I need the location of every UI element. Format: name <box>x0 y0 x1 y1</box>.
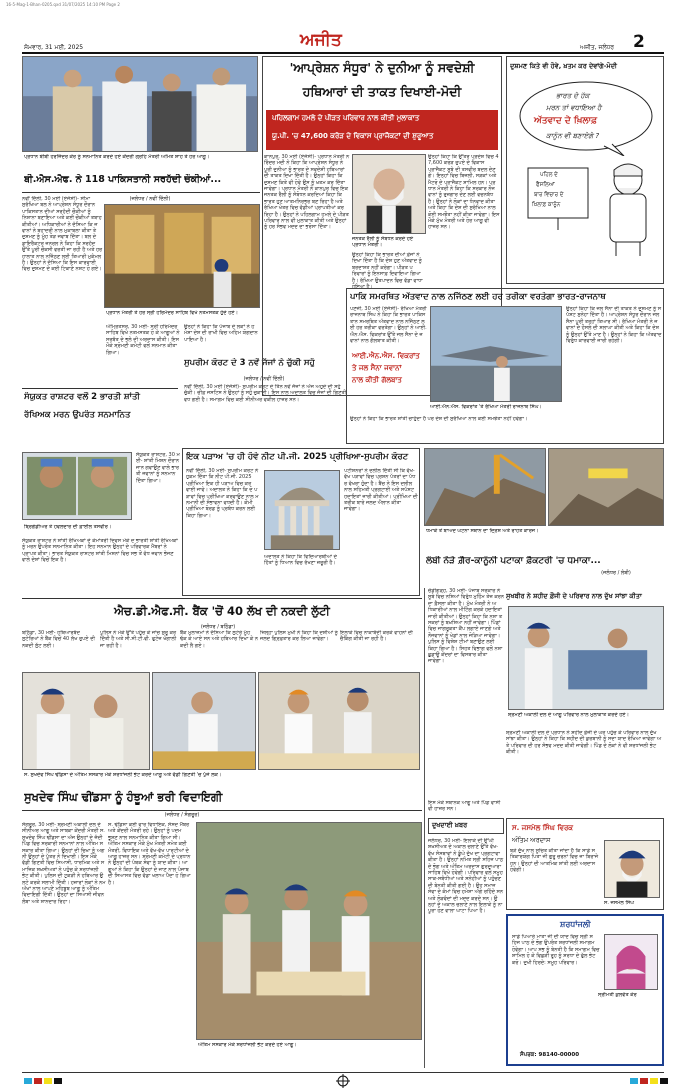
right-col-divider <box>424 588 425 1068</box>
golden-temple-photo <box>104 204 260 308</box>
bank-headline: ਐਚ.ਡੀ.ਐਫ.ਸੀ. ਬੈਂਕ 'ਚੋਂ 40 ਲੱਖ ਦੀ ਨਕਦੀ ਲੁੱਟੀ <box>114 604 330 618</box>
bank-col4-text: ਜ਼ਿਲ੍ਹਾ ਪੁਲਿਸ ਮੁਖੀ ਨੇ ਕਿਹਾ ਕਿ ਦੋਸ਼ੀਆਂ ਨੂੰ ਜਲਦ ਗ੍ਰਿਫ਼ਤਾਰ ਕਰ ਲਿਆ ਜਾਵੇਗਾ। <box>260 630 338 643</box>
bsf-dateline: (ਜਲੰਧਰ / ਨਵੀਂ ਦਿੱਲੀ) <box>120 196 180 202</box>
funeral-top-caption: ਸ. ਸੁਖਦੇਵ ਸਿੰਘ ਢੀਂਡਸਾ ਦੇ ਅੰਤਿਮ ਸਸਕਾਰ ਮੌਕੇ ਸ਼ਰਧਾਂਜਲੀ ਭੇਟ ਕਰਦੇ ਆਗੂ ਅਤੇ ਵੱਡੀ ਗਿਣਤੀ 'ਚ ਪੁੱਜੇ ਲੋਕ। <box>24 772 222 778</box>
un-body-text: ਸੰਯੁਕਤ ਰਾਸ਼ਟਰ ਨੇ ਸ਼ਾਂਤੀ ਰੱਖਿਅਕਾਂ ਦੇ ਕੌਮਾਂਤਰੀ ਦਿਵਸ ਮੌਕੇ ਦੋ ਭਾਰਤੀ ਸ਼ਾਂਤੀ ਰੱਖਿਅਕਾਂ ਨੂੰ ਮਰਨ ਉਪਰੰਤ ਸਨਮਾਨਿਤ ਕੀਤਾ। ਇਹ ਸਨਮਾਨ ਉਨ੍ਹਾਂ ਦੇ ਪਰਿਵਾਰਕ ਮੈਂਬਰਾਂ ਨੇ ਪ੍ਰਾਪਤ ਕੀਤਾ। ਭਾਰਤ ਸੰਯੁਕਤ ਰਾਸ਼ਟਰ ਸ਼ਾਂਤੀ ਮਿਸ਼ਨਾਂ ਵਿਚ ਸਭ ਤੋਂ ਵੱਧ ਜਵਾਨ ਭੇਜਣ ਵਾਲੇ ਦੇਸ਼ਾਂ ਵਿਚੋਂ ਇਕ ਹੈ। <box>22 538 178 564</box>
bsf-headline: ਬੀ.ਐਸ.ਐਫ. ਨੇ 118 ਪਾਕਿਸਤਾਨੀ ਸਰਹੱਦੀ ਚੌਕੀਆਂ... <box>24 174 222 185</box>
left-col3-text: ਉਨ੍ਹਾਂ ਨੇ ਕਿਹਾ ਕਿ ਪੰਜਾਬ ਦੇ ਲੋਕਾਂ ਨੇ ਹਮੇਸ਼ਾ ਦੇਸ਼ ਦੀ ਰਾਖੀ ਵਿਚ ਅਹਿਮ ਯੋਗਦਾਨ ਪਾਇਆ ਹੈ। <box>184 324 258 343</box>
blast-photo-2 <box>548 448 664 526</box>
modi-photo <box>352 154 426 234</box>
funeral-bottom-photo <box>196 822 422 1040</box>
bubble-line-3: ਅੱਤਵਾਦ ਦੇ ਖ਼ਿਲਾਫ਼ <box>534 116 598 126</box>
cartoon-character <box>596 158 660 258</box>
edition-label: ਅਜੀਤ, ਜਲੰਧਰ <box>580 44 615 51</box>
dateline-date: ਸੋਮਵਾਰ, 31 ਮਈ, 2025 <box>24 44 84 51</box>
obituary-photo <box>604 840 660 898</box>
right-narrow-text-1: ਚੰਡੀਗੜ੍ਹ, 30 ਮਈ- ਪੰਜਾਬ ਸਰਕਾਰ ਨੇ ਸੂਬੇ ਵਿਚ ਨਸ਼ਿਆਂ ਵਿਰੁੱਧ ਮੁਹਿੰਮ ਤੇਜ਼ ਕਰਨ ਦਾ ਫ਼ੈਸਲਾ ਕੀਤਾ ਹੈ। ਮੁੱਖ ਮੰਤਰੀ ਨੇ ਅਧਿਕਾਰੀਆਂ ਨਾਲ ਮੀਟਿੰਗ ਕਰਕੇ ਹਦਾਇਤਾਂ ਜਾਰੀ ਕੀਤੀਆਂ। ਉਨ੍ਹਾਂ ਕਿਹਾ ਕਿ ਨਸ਼ਾ ਤਸਕਰਾਂ ਨੂੰ ਬਖ਼ਸ਼ਿਆ ਨਹੀਂ ਜਾਵੇਗਾ। ਪਿੰਡਾਂ ਵਿਚ ਜਾਗਰੂਕਤਾ ਕੈਂਪ ਲਗਾਏ ਜਾਣਗੇ ਅਤੇ ਨੌਜਵਾਨਾਂ ਨੂੰ ਖੇਡਾਂ ਨਾਲ ਜੋੜਿਆ ਜਾਵੇਗਾ। ਪੁਲਿਸ ਨੂੰ ਵਿਸ਼ੇਸ਼ ਟੀਮਾਂ ਬਣਾਉਣ ਲਈ ਕਿਹਾ ਗਿਆ ਹੈ। ਸਿਹਤ ਵਿਭਾਗ ਵਲੋਂ ਨਸ਼ਾ ਛੁਡਾਊ ਕੇਂਦਰਾਂ ਦਾ ਵਿਸਥਾਰ ਕੀਤਾ ਜਾਵੇਗਾ। <box>428 588 504 665</box>
funeral-col2-text: ਸ. ਢੀਂਡਸਾ ਕਈ ਵਾਰ ਵਿਧਾਇਕ, ਸੰਸਦ ਮੈਂਬਰ ਅਤੇ ਕੇਂਦਰੀ ਮੰਤਰੀ ਰਹੇ। ਉਨ੍ਹਾਂ ਨੂੰ ਪਦਮ ਭੂਸ਼ਣ ਨਾਲ ਸਨਮਾਨਿਤ ਕੀਤਾ ਗਿਆ ਸੀ। ਅੰਤਿਮ ਸਸਕਾਰ ਮੌਕੇ ਮੁੱਖ ਮੰਤਰੀ ਸਮੇਤ ਕਈ ਮੰਤਰੀ, ਵਿਧਾਇਕ ਅਤੇ ਵੱਖ-ਵੱਖ ਪਾਰਟੀਆਂ ਦੇ ਆਗੂ ਹਾਜ਼ਰ ਸਨ। ਸ਼੍ਰੋਮਣੀ ਕਮੇਟੀ ਦੇ ਪ੍ਰਧਾਨ ਨੇ ਉਨ੍ਹਾਂ ਦੀ ਪੰਥਕ ਸੇਵਾ ਨੂੰ ਯਾਦ ਕੀਤਾ। ਆਗੂਆਂ ਨੇ ਕਿਹਾ ਕਿ ਉਨ੍ਹਾਂ ਦੇ ਜਾਣ ਨਾਲ ਪੰਜਾਬ ਦੀ ਸਿਆਸਤ ਵਿਚ ਵੱਡਾ ਖਲਾਅ ਪੈਦਾ ਹੋ ਗਿਆ ਹੈ। <box>108 822 191 886</box>
un-headline-1: ਸੰਯੁਕਤ ਰਾਸ਼ਟਰ ਵਲੋਂ 2 ਭਾਰਤੀ ਸ਼ਾਂਤੀ <box>24 392 140 402</box>
obituary-title: ਸ. ਜਸਮੇਲ ਸਿੰਘ ਵਿਰਕ <box>512 824 574 832</box>
tribute-contact: ਸੰਪਰਕ: 98140-00000 <box>520 1052 580 1058</box>
modi-col3-text: ਉਨ੍ਹਾਂ ਕਿਹਾ ਕਿ ਭਾਰਤ ਦੀਆਂ ਫ਼ੌਜਾਂ ਨੇ ਦਿਖਾ ਦਿੱਤਾ ਹੈ ਕਿ ਦੇਸ਼ ਹੁਣ ਅੱਤਵਾਦ ਨੂੰ ਬਰਦਾਸ਼ਤ ਨਹੀਂ ਕਰੇਗਾ। ਪੀੜਤ ਪਰਿਵਾਰਾਂ ਨੂੰ ਇਨਸਾਫ਼ ਦਿਵਾਇਆ ਗਿਆ ਹੈ। ਰੱਖਿਆ ਉਤਪਾਦਨ ਵਿਚ ਵੱਡਾ ਵਾਧਾ ਹੋਇਆ ਹੈ। <box>352 252 423 291</box>
neet-col3-text: ਪਟੀਸ਼ਨਰਾਂ ਨੇ ਦਲੀਲ ਦਿੱਤੀ ਸੀ ਕਿ ਵੱਖ-ਵੱਖ ਪੜਾਵਾਂ ਵਿਚ ਪ੍ਰਸ਼ਨ ਪੱਤਰਾਂ ਦਾ ਪੱਧਰ ਵੱਖਰਾ ਹੁੰਦਾ ਹੈ। ਬੈਂਚ ਨੇ ਇਸ ਦਲੀਲ ਨਾਲ ਸਹਿਮਤੀ ਪ੍ਰਗਟਾਈ ਅਤੇ ਸਪੱਸ਼ਟ ਹਦਾਇਤਾਂ ਜਾਰੀ ਕੀਤੀਆਂ। ਪ੍ਰੀਖਿਆ ਦੀ ਤਰੀਕ ਬਾਰੇ ਜਲਦ ਐਲਾਨ ਕੀਤਾ ਜਾਵੇਗਾ। <box>344 468 418 513</box>
tribute-photo-caption: ਸ੍ਰੀਮਤੀ ਕੁਲਵੰਤ ਕੌਰ <box>598 992 637 998</box>
registration-marks <box>0 1074 687 1089</box>
cartoon-title: ਦੁਸ਼ਮਣ ਕਿਤੇ ਵੀ ਹੋਵੇ, ਖ਼ਤਮ ਕਰ ਦੇਵਾਂਗੇ-ਮੋਦੀ <box>510 62 617 70</box>
rajnath-subhead-2: ਤੇ ਜਲ ਸੈਨਾ ਜਵਾਨਾਂ <box>352 364 402 372</box>
sign-line-3: ਬਾਰ ਵਿਚਾਰ ਦੇ <box>534 192 564 198</box>
obituary-photo-caption: ਸ. ਜਸਮੇਲ ਸਿੰਘ <box>604 900 635 906</box>
sc-judges-text: ਨਵੀਂ ਦਿੱਲੀ, 30 ਮਈ (ਏਜੰਸੀ)- ਸੁਪਰੀਮ ਕੋਰਟ ਦੇ ਤਿੰਨ ਨਵੇਂ ਜੱਜਾਂ ਨੇ ਅੱਜ ਅਹੁਦੇ ਦੀ ਸਹੁੰ ਚੁੱਕੀ। ਚੀਫ਼ ਜਸਟਿਸ ਨੇ ਉਨ੍ਹਾਂ ਨੂੰ ਸਹੁੰ ਚੁਕਾਈ। ਇਸ ਨਾਲ ਅਦਾਲਤ ਵਿਚ ਜੱਜਾਂ ਦੀ ਗਿਣਤੀ ਵਧ ਗਈ ਹੈ। ਸਮਾਗਮ ਵਿਚ ਕਈ ਸੀਨੀਅਰ ਵਕੀਲ ਹਾਜ਼ਰ ਸਨ। <box>184 384 347 403</box>
sukhbir-caption: ਸ਼੍ਰੋਮਣੀ ਅਕਾਲੀ ਦਲ ਦੇ ਆਗੂ ਪਰਿਵਾਰ ਨਾਲ ਮੁਲਾਕਾਤ ਕਰਦੇ ਹੋਏ। <box>508 712 629 718</box>
footer-rule <box>22 1072 664 1073</box>
rajnath-col1-text: ਪਣਜੀ, 30 ਮਈ (ਏਜੰਸੀ)- ਰੱਖਿਆ ਮੰਤਰੀ ਰਾਜਨਾਥ ਸਿੰਘ ਨੇ ਕਿਹਾ ਕਿ ਭਾਰਤ ਪਾਕਿਸਤਾਨ ਸਮਰਥਿਤ ਅੱਤਵਾਦ ਨਾਲ ਨਜਿੱਠਣ ਲਈ ਹਰ ਤਰੀਕਾ ਵਰਤੇਗਾ। ਉਨ੍ਹਾਂ ਨੇ ਆਈ.ਐਨ.ਐਸ. ਵਿਕਰਾਂਤ ਉੱਤੇ ਜਲ ਸੈਨਾ ਦੇ ਜਵਾਨਾਂ ਨਾਲ ਗੱਲਬਾਤ ਕੀਤੀ। <box>350 306 427 345</box>
bank-dateline: (ਜਲੰਧਰ / ਬਠਿੰਡਾ) <box>188 624 248 630</box>
right-wide-text: ਸ਼੍ਰੋਮਣੀ ਅਕਾਲੀ ਦਲ ਦੇ ਪ੍ਰਧਾਨ ਨੇ ਸ਼ਹੀਦ ਫ਼ੌਜੀ ਦੇ ਘਰ ਪਹੁੰਚ ਕੇ ਪਰਿਵਾਰ ਨਾਲ ਦੁੱਖ ਸਾਂਝਾ ਕੀਤਾ। ਉਨ੍ਹਾਂ ਨੇ ਕਿਹਾ ਕਿ ਸ਼ਹੀਦ ਦੀ ਕੁਰਬਾਨੀ ਨੂੰ ਸਦਾ ਯਾਦ ਰੱਖਿਆ ਜਾਵੇਗਾ ਅਤੇ ਪਰਿਵਾਰ ਦੀ ਹਰ ਸੰਭਵ ਮਦਦ ਕੀਤੀ ਜਾਵੇਗੀ। ਪਿੰਡ ਦੇ ਲੋਕਾਂ ਨੇ ਵੀ ਸ਼ਰਧਾਂਜਲੀ ਭੇਟ ਕੀਤੀ। <box>506 730 662 756</box>
rajnath-subhead-1: ਆਈ.ਐਨ.ਐਸ. ਵਿਕਰਾਂਤ <box>352 352 420 360</box>
bank-top-rule <box>22 598 422 599</box>
right-narrow-text-2: ਇਸ ਮੌਕੇ ਸਥਾਨਕ ਆਗੂ ਅਤੇ ਪਿੰਡ ਵਾਸੀ ਵੀ ਹਾਜ਼ਰ ਸਨ। <box>428 800 501 813</box>
sad-news-title: ਦੁਖਦਾਈ ਖ਼ਬਰ <box>432 821 468 829</box>
neet-headline: ਇਕ ਪੜਾਅ 'ਚ ਹੀ ਹੋਵੇ ਨੀਟ ਪੀ.ਜੀ. 2025 ਪ੍ਰੀਖਿਆ-ਸੁਪਰੀਮ ਕੋਰਟ <box>186 452 409 462</box>
amit-shah-photo <box>22 56 258 152</box>
rajnath-bottom-text: ਉਨ੍ਹਾਂ ਨੇ ਕਿਹਾ ਕਿ ਭਾਰਤ ਸ਼ਾਂਤੀ ਚਾਹੁੰਦਾ ਹੈ ਪਰ ਦੇਸ਼ ਦੀ ਸੁਰੱਖਿਆ ਨਾਲ ਕੋਈ ਸਮਝੌਤਾ ਨਹੀਂ ਹੋਵੇਗਾ। <box>350 416 528 422</box>
un-caption: ਬ੍ਰਿਗੇਡੀਅਰ ਤੇ ਹਵਲਦਾਰ ਦੀ ਫ਼ਾਈਲ ਤਸਵੀਰ। <box>24 524 112 530</box>
un-peacekeepers-photo <box>22 452 132 520</box>
bsf-rule <box>22 192 260 193</box>
bubble-line-2: ਮਰਨ ਤਾਂ ਵਧਾਇਆ ਹੈ <box>546 104 602 112</box>
sc-judges-headline: ਸੁਪਰੀਮ ਕੋਰਟ ਦੇ 3 ਨਵੇਂ ਜੱਜਾਂ ਨੇ ਚੁੱਕੀ ਸਹੁੰ <box>184 358 315 368</box>
funeral-photo-3 <box>258 672 420 770</box>
modi-col1-text: ਕਾਨਪੁਰ, 30 ਮਈ (ਏਜੰਸੀ)- ਪ੍ਰਧਾਨ ਮੰਤਰੀ ਨਰਿੰਦਰ ਮੋਦੀ ਨੇ ਕਿਹਾ ਕਿ ਆਪ੍ਰੇਸ਼ਨ ਸੰਧੂਰ ਨੇ ਪੂਰੀ ਦੁਨੀਆ ਨੂੰ ਭਾਰਤ ਦੇ ਸਵਦੇਸ਼ੀ ਹਥਿਆਰਾਂ ਦੀ ਤਾਕਤ ਦਿਖਾ ਦਿੱਤੀ ਹੈ। ਉਨ੍ਹਾਂ ਕਿਹਾ ਕਿ ਦੁਸ਼ਮਣ ਕਿਤੇ ਵੀ ਹੋਵੇ ਉਸ ਨੂੰ ਖ਼ਤਮ ਕਰ ਦਿੱਤਾ ਜਾਵੇਗਾ। ਪ੍ਰਧਾਨ ਮੰਤਰੀ ਨੇ ਕਾਨਪੁਰ ਵਿਚ ਇਕ ਜਨਤਕ ਰੈਲੀ ਨੂੰ ਸੰਬੋਧਨ ਕਰਦਿਆਂ ਕਿਹਾ ਕਿ ਭਾਰਤ ਹੁਣ ਆਤਮਨਿਰਭਰ ਬਣ ਰਿਹਾ ਹੈ ਅਤੇ ਰੱਖਿਆ ਖੇਤਰ ਵਿਚ ਵੱਡੀਆਂ ਪ੍ਰਾਪਤੀਆਂ ਕਰ ਰਿਹਾ ਹੈ। ਉਨ੍ਹਾਂ ਨੇ ਪਹਿਲਗਾਮ ਹਮਲੇ ਦੇ ਪੀੜਤ ਪਰਿਵਾਰ ਨਾਲ ਵੀ ਮੁਲਾਕਾਤ ਕੀਤੀ ਅਤੇ ਉਨ੍ਹਾਂ ਨੂੰ ਹਰ ਸੰਭਵ ਮਦਦ ਦਾ ਭਰੋਸਾ ਦਿੱਤਾ। <box>264 154 350 231</box>
sign-line-1: ਪਹਿਲ ਦੇ <box>540 172 558 178</box>
funeral-photo-2 <box>152 672 256 770</box>
rajnath-caption: ਆਈ.ਐਨ.ਐਸ. ਵਿਕਰਾਂਤ 'ਤੇ ਰੱਖਿਆ ਮੰਤਰੀ ਰਾਜਨਾਥ ਸਿੰਘ। <box>430 404 542 410</box>
sukhbir-headline: ਸੁਖਬੀਰ ਨੇ ਸ਼ਹੀਦ ਫ਼ੌਜੀ ਦੇ ਪਰਿਵਾਰ ਨਾਲ ਦੁੱਖ ਸਾਂਝਾ ਕੀਤਾ <box>506 592 642 600</box>
rajnath-col3-text: ਉਨ੍ਹਾਂ ਕਿਹਾ ਕਿ ਜਲ ਸੈਨਾ ਦੀ ਤਾਕਤ ਨੇ ਦੁਸ਼ਮਣ ਨੂੰ ਸਪੱਸ਼ਟ ਸੁਨੇਹਾ ਦਿੱਤਾ ਹੈ। ਆਪ੍ਰੇਸ਼ਨ ਸੰਧੂਰ ਦੌਰਾਨ ਜਲ ਸੈਨਾ ਪੂਰੀ ਤਰ੍ਹਾਂ ਤਿਆਰ ਸੀ। ਰੱਖਿਆ ਮੰਤਰੀ ਨੇ ਜਵਾਨਾਂ ਦੇ ਹੌਸਲੇ ਦੀ ਸ਼ਲਾਘਾ ਕੀਤੀ ਅਤੇ ਕਿਹਾ ਕਿ ਦੇਸ਼ ਨੂੰ ਉਨ੍ਹਾਂ ਉੱਤੇ ਮਾਣ ਹੈ। ਉਨ੍ਹਾਂ ਨੇ ਕਿਹਾ ਕਿ ਅੱਤਵਾਦ ਵਿਰੁੱਧ ਕਾਰਵਾਈ ਜਾਰੀ ਰਹੇਗੀ। <box>566 306 662 345</box>
bsf-body-text: ਨਵੀਂ ਦਿੱਲੀ, 30 ਮਈ (ਏਜੰਸੀ)- ਸੀਮਾ ਸੁਰੱਖਿਆ ਬਲ ਨੇ ਆਪ੍ਰੇਸ਼ਨ ਸੰਧੂਰ ਦੌਰਾਨ ਪਾਕਿਸਤਾਨ ਦੀਆਂ ਸਰਹੱਦੀ ਚੌਕੀਆਂ ਨੂੰ ਨਿਸ਼ਾਨਾ ਬਣਾਇਆ ਅਤੇ ਕਈ ਚੌਕੀਆਂ ਤਬਾਹ ਕੀਤੀਆਂ। ਅਧਿਕਾਰੀਆਂ ਨੇ ਦੱਸਿਆ ਕਿ ਜਵਾਨਾਂ ਨੇ ਬਹਾਦਰੀ ਨਾਲ ਮੁਕਾਬਲਾ ਕੀਤਾ ਤੇ ਦੁਸ਼ਮਣ ਨੂੰ ਮੂੰਹ ਤੋੜ ਜਵਾਬ ਦਿੱਤਾ। ਬਲ ਦੇ ਡਾਇਰੈਕਟਰ ਜਨਰਲ ਨੇ ਕਿਹਾ ਕਿ ਸਰਹੱਦ ਉੱਤੇ ਪੂਰੀ ਚੌਕਸੀ ਵਰਤੀ ਜਾ ਰਹੀ ਹੈ ਅਤੇ ਹਰ ਹਾਲਾਤ ਨਾਲ ਨਜਿੱਠਣ ਲਈ ਤਿਆਰੀ ਮੁਕੰਮਲ ਹੈ। ਉਨ੍ਹਾਂ ਨੇ ਦੱਸਿਆ ਕਿ ਇਸ ਕਾਰਵਾਈ ਵਿਚ ਦੁਸ਼ਮਣ ਦੇ ਕਈ ਟਿਕਾਣੇ ਨਸ਼ਟ ਹੋ ਗਏ। <box>22 196 103 273</box>
rajnath-headline: ਪਾਕਿ ਸਮਰਥਿਤ ਅੱਤਵਾਦ ਨਾਲ ਨਜਿੱਠਣ ਲਈ ਹਰ ਤਰੀਕਾ ਵਰਤੇਗਾ ਭਾਰਤ-ਰਾਜਨਾਥ <box>350 292 606 302</box>
un-headline-2: ਰੱਖਿਅਕ ਮਰਨ ਉਪਰੰਤ ਸਨਮਾਨਿਤ <box>24 410 131 420</box>
golden-temple-caption: ਪ੍ਰਧਾਨ ਮੰਤਰੀ ਤੇ ਹੋਰ ਸ੍ਰੀ ਹਰਿਮੰਦਰ ਸਾਹਿਬ ਵਿਖੇ ਨਤਮਸਤਕ ਹੁੰਦੇ ਹੋਏ। <box>106 310 238 316</box>
bubble-line-1: ਭਾਰਤ ਦੇ ਹੱਕ <box>556 92 590 100</box>
print-slug: 16-5-Mag-1-Bhan-0205.qxd 31/07/2025 14:10 PM Page 2 <box>6 2 120 7</box>
modi-col2-text: ਉਨ੍ਹਾਂ ਕਿਹਾ ਕਿ ਉੱਤਰ ਪ੍ਰਦੇਸ਼ ਵਿਚ 47,600 ਕਰੋੜ ਰੁਪਏ ਦੇ ਵਿਕਾਸ ਪ੍ਰਾਜੈਕਟ ਸੂਬੇ ਦੀ ਤਸਵੀਰ ਬਦਲ ਦੇਣਗੇ। ਇਨ੍ਹਾਂ ਵਿਚ ਬਿਜਲੀ, ਸੜਕਾਂ ਅਤੇ ਮੈਟਰੋ ਦੇ ਪ੍ਰਾਜੈਕਟ ਸ਼ਾਮਿਲ ਹਨ। ਪ੍ਰਧਾਨ ਮੰਤਰੀ ਨੇ ਕਿਹਾ ਕਿ ਸਰਕਾਰ ਨੌਜਵਾਨਾਂ ਨੂੰ ਰੁਜ਼ਗਾਰ ਦੇਣ ਲਈ ਵਚਨਬੱਧ ਹੈ। ਉਨ੍ਹਾਂ ਨੇ ਲੋਕਾਂ ਦਾ ਧੰਨਵਾਦ ਕੀਤਾ ਅਤੇ ਕਿਹਾ ਕਿ ਦੇਸ਼ ਦੀ ਸੁਰੱਖਿਆ ਨਾਲ ਕੋਈ ਸਮਝੌਤਾ ਨਹੀਂ ਕੀਤਾ ਜਾਵੇਗਾ। ਇਸ ਮੌਕੇ ਮੁੱਖ ਮੰਤਰੀ ਅਤੇ ਹੋਰ ਆਗੂ ਵੀ ਹਾਜ਼ਰ ਸਨ। <box>428 154 500 231</box>
masthead-title: ਅਜੀਤ <box>300 30 342 50</box>
sukhbir-photo <box>508 606 664 710</box>
funeral-dateline: (ਜਲੰਧਰ / ਸੰਗਰੂਰ) <box>150 812 214 818</box>
funeral-headline: ਸੁਖਦੇਵ ਸਿੰਘ ਢੀਂਡਸਾ ਨੂੰ ਹੰਝੂਆਂ ਭਰੀ ਵਿਦਾਇਗੀ <box>24 790 223 804</box>
neet-col2-text: ਅਦਾਲਤ ਨੇ ਕਿਹਾ ਕਿ ਵਿਦਿਆਰਥੀਆਂ ਦੇ ਹਿੱਤਾਂ ਨੂੰ ਧਿਆਨ ਵਿਚ ਰੱਖਣਾ ਜ਼ਰੂਰੀ ਹੈ। <box>264 554 337 567</box>
right-narrow-text-3: ਜਲੰਧਰ, 30 ਮਈ- ਇਲਾਕੇ ਦੀ ਉੱਘੀ ਸ਼ਖ਼ਸੀਅਤ ਦੇ ਅਕਾਲ ਚਲਾਣੇ ਉੱਤੇ ਵੱਖ-ਵੱਖ ਸੰਸਥਾਵਾਂ ਨੇ ਡੂੰਘੇ ਦੁੱਖ ਦਾ ਪ੍ਰਗਟਾਵਾ ਕੀਤਾ ਹੈ। ਉਨ੍ਹਾਂ ਨਮਿਤ ਸ੍ਰੀ ਸਹਿਜ ਪਾਠ ਦੇ ਭੋਗ ਅਤੇ ਅੰਤਿਮ ਅਰਦਾਸ ਗੁਰਦੁਆਰਾ ਸਾਹਿਬ ਵਿਖੇ ਹੋਵੇਗੀ। ਪਰਿਵਾਰ ਵਲੋਂ ਸਮੂਹ ਸਾਕ-ਸਬੰਧੀਆਂ ਅਤੇ ਸਨੇਹੀਆਂ ਨੂੰ ਪਹੁੰਚਣ ਦੀ ਬੇਨਤੀ ਕੀਤੀ ਗਈ ਹੈ। ਉਹ ਸਮਾਜ ਸੇਵਾ ਦੇ ਕੰਮਾਂ ਵਿਚ ਹਮੇਸ਼ਾ ਅੱਗੇ ਰਹਿੰਦੇ ਸਨ ਅਤੇ ਲੋੜਵੰਦਾਂ ਦੀ ਮਦਦ ਕਰਦੇ ਸਨ। ਉਨ੍ਹਾਂ ਦੇ ਅਕਾਲ ਚਲਾਣੇ ਨਾਲ ਇਲਾਕੇ ਨੂੰ ਨਾ ਪੂਰਾ ਹੋਣ ਵਾਲਾ ਘਾਟਾ ਪਿਆ ਹੈ। <box>428 838 504 915</box>
un-rule <box>22 388 178 389</box>
bubble-line-4: ਕਾਨੂੰਨ ਵੀ ਬਣਾਏਗੇ ? <box>546 132 600 140</box>
tribute-text: ਸਾਡੇ ਪਿਆਰੇ ਮਾਤਾ ਜੀ ਦੀ ਯਾਦ ਵਿਚ ਸ੍ਰੀ ਸਹਿਜ ਪਾਠ ਦੇ ਭੋਗ ਉਪਰੰਤ ਸ਼ਰਧਾਂਜਲੀ ਸਮਾਗਮ ਹੋਵੇਗਾ। ਆਪ ਸਭ ਨੂੰ ਬੇਨਤੀ ਹੈ ਕਿ ਸਮਾਗਮ ਵਿਚ ਸ਼ਾਮਿਲ ਹੋ ਕੇ ਵਿਛੜੀ ਰੂਹ ਨੂੰ ਸ਼ਰਧਾ ਦੇ ਫੁੱਲ ਭੇਟ ਕਰੋ। ਦੁਖੀ ਹਿਰਦੇ: ਸਮੂਹ ਪਰਿਵਾਰ। <box>512 934 600 966</box>
tribute-title: ਸ਼ਰਧਾਂਜਲੀ <box>560 920 591 929</box>
sign-line-2: ਫੈਸਲਿਆਂ <box>536 182 555 188</box>
funeral-bottom-caption: ਅੰਤਿਮ ਸਸਕਾਰ ਮੌਕੇ ਸ਼ਰਧਾਂਜਲੀ ਭੇਟ ਕਰਦੇ ਹੋਏ ਆਗੂ। <box>198 1042 297 1048</box>
obituary-subtitle: ਅੰਤਿਮ ਅਰਦਾਸ <box>512 836 551 844</box>
blast-photo-1 <box>424 448 546 526</box>
sign-line-4: ਖ਼ਿਲਾਫ਼ ਕਾਨੂੰਨ <box>532 202 561 208</box>
bank-col5-text: ਇਲਾਕੇ ਵਿਚ ਨਾਕਾਬੰਦੀ ਕਰਕੇ ਵਾਹਨਾਂ ਦੀ ਚੈਕਿੰਗ ਕੀਤੀ ਜਾ ਰਹੀ ਹੈ। <box>340 630 413 643</box>
funeral-photo-1 <box>22 672 150 770</box>
modi-headline-2: ਹਥਿਆਰਾਂ ਦੀ ਤਾਕਤ ਦਿਖਾਈ-ਮੋਦੀ <box>302 84 462 99</box>
masthead-rule <box>22 52 664 54</box>
amit-shah-caption: ਪ੍ਰਧਾਨ ਬੀਬੀ ਹਰਜਿੰਦਰ ਕੌਰ ਨੂੰ ਸਨਮਾਨਿਤ ਕਰਦੇ ਹੋਏ ਕੇਂਦਰੀ ਗ੍ਰਹਿ ਮੰਤਰੀ ਅਮਿਤ ਸ਼ਾਹ ਤੇ ਹੋਰ ਆਗੂ। <box>24 154 210 160</box>
bank-col3-text: ਬੈਂਕ ਮੁਲਾਜ਼ਮਾਂ ਨੇ ਦੱਸਿਆ ਕਿ ਲੁਟੇਰੇ ਮੂੰਹ ਢੱਕ ਕੇ ਆਏ ਸਨ ਅਤੇ ਹਥਿਆਰ ਦਿਖਾ ਕੇ ਨਕਦੀ ਲੈ ਗਏ। <box>180 630 258 649</box>
modi-bullet-2: ਯੂ.ਪੀ. 'ਚ 47,600 ਕਰੋੜ ਦੇ ਵਿਕਾਸ ਪ੍ਰਾਜੈਕਟਾਂ ਦੀ ਸ਼ੁਰੂਆਤ <box>272 132 434 140</box>
bank-col2-text: ਪੁਲਿਸ ਨੇ ਮੌਕੇ ਉੱਤੇ ਪਹੁੰਚ ਕੇ ਜਾਂਚ ਸ਼ੁਰੂ ਕਰ ਦਿੱਤੀ ਹੈ ਅਤੇ ਸੀ.ਸੀ.ਟੀ.ਵੀ. ਫੁਟੇਜ ਖੰਗਾਲੀ ਜਾ ਰਹੀ ਹੈ। <box>100 630 177 649</box>
un-side-text: ਸੰਯੁਕਤ ਰਾਸ਼ਟਰ, 30 ਮਈ- ਸ਼ਾਂਤੀ ਮਿਸ਼ਨ ਦੌਰਾਨ ਜਾਨ ਗਵਾਉਣ ਵਾਲੇ ਭਾਰਤੀ ਜਵਾਨਾਂ ਨੂੰ ਸਨਮਾਨ ਦਿੱਤਾ ਗਿਆ। <box>136 452 180 484</box>
funeral-rule <box>22 810 422 811</box>
rajnath-photo <box>430 306 562 402</box>
supreme-court-photo <box>264 470 340 550</box>
blast-caption: ਧਮਾਕੇ ਤੋਂ ਬਾਅਦ ਘਟਨਾ ਸਥਾਨ ਦਾ ਦ੍ਰਿਸ਼ ਅਤੇ ਰਾਹਤ ਕਾਰਜ। <box>426 528 539 534</box>
modi-photo-caption: ਜਨਤਕ ਰੈਲੀ ਨੂੰ ਸੰਬੋਧਨ ਕਰਦੇ ਹੋਏ ਪ੍ਰਧਾਨ ਮੰਤਰੀ। <box>352 236 414 248</box>
modi-headline-1: 'ਆਪ੍ਰੇਸ਼ਨ ਸੰਧੂਰ' ਨੇ ਦੁਨੀਆ ਨੂੰ ਸਵਦੇਸ਼ੀ <box>289 60 475 75</box>
left-col2-text: ਅੰਮ੍ਰਿਤਸਰ, 30 ਮਈ- ਸ੍ਰੀ ਹਰਿਮੰਦਰ ਸਾਹਿਬ ਵਿਖੇ ਨਤਮਸਤਕ ਹੋ ਕੇ ਆਗੂਆਂ ਨੇ ਸਰਬੱਤ ਦੇ ਭਲੇ ਦੀ ਅਰਦਾਸ ਕੀਤੀ। ਇਸ ਮੌਕੇ ਸ਼੍ਰੋਮਣੀ ਕਮੇਟੀ ਵਲੋਂ ਸਨਮਾਨ ਕੀਤਾ ਗਿਆ। <box>106 324 180 356</box>
sc-judges-dateline: (ਜਲੰਧਰ / ਨਵੀਂ ਦਿੱਲੀ) <box>232 376 296 382</box>
rajnath-subhead-3: ਨਾਲ ਕੀਤੀ ਗੱਲਬਾਤ <box>352 376 402 384</box>
neet-col1-text: ਨਵੀਂ ਦਿੱਲੀ, 30 ਮਈ- ਸੁਪਰੀਮ ਕੋਰਟ ਨੇ ਹੁਕਮ ਦਿੱਤਾ ਕਿ ਨੀਟ ਪੀ.ਜੀ. 2025 ਪ੍ਰੀਖਿਆ ਇਕ ਹੀ ਪੜਾਅ ਵਿਚ ਕਰਵਾਈ ਜਾਵੇ। ਅਦਾਲਤ ਨੇ ਕਿਹਾ ਕਿ ਦੋ ਪੜਾਵਾਂ ਵਿਚ ਪ੍ਰੀਖਿਆ ਕਰਵਾਉਣ ਨਾਲ ਮਨਮਾਨੀ ਦੀ ਸੰਭਾਵਨਾ ਵਧਦੀ ਹੈ। ਕੌਮੀ ਪ੍ਰੀਖਿਆ ਬੋਰਡ ਨੂੰ ਪ੍ਰਬੰਧ ਕਰਨ ਲਈ ਕਿਹਾ ਗਿਆ। <box>186 468 259 519</box>
modi-bullet-1: ਪਹਿਲਗਾਮ ਹਮਲੇ ਦੇ ਪੀੜਤ ਪਰਿਵਾਰ ਨਾਲ ਕੀਤੀ ਮੁਲਾਕਾਤ <box>272 114 420 122</box>
page-number: 2 <box>633 32 645 52</box>
blast-headline: ਲੰਬੀ ਨੇੜੇ ਗ਼ੈਰ-ਕਾਨੂੰਨੀ ਪਟਾਕਾ ਫ਼ੈਕਟਰੀ 'ਚ ਧਮਾਕਾ... <box>426 556 601 566</box>
blast-dateline: (ਜਲੰਧਰ / ਲੰਬੀ) <box>586 570 646 576</box>
tribute-photo <box>604 934 658 990</box>
bank-col1-text: ਬਠਿੰਡਾ, 30 ਮਈ- ਹਥਿਆਰਬੰਦ ਲੁਟੇਰਿਆਂ ਨੇ ਬੈਂਕ ਵਿਚੋਂ 40 ਲੱਖ ਰੁਪਏ ਦੀ ਨਕਦੀ ਲੁੱਟ ਲਈ। <box>22 630 96 649</box>
obituary-text: ਬੜੇ ਦੁੱਖ ਨਾਲ ਸੂਚਿਤ ਕੀਤਾ ਜਾਂਦਾ ਹੈ ਕਿ ਸਾਡੇ ਸਤਿਕਾਰਯੋਗ ਪਿਤਾ ਜੀ ਗੁਰੂ ਚਰਨਾਂ ਵਿਚ ਜਾ ਬਿਰਾਜੇ ਹਨ। ਉਨ੍ਹਾਂ ਦੀ ਆਤਮਿਕ ਸ਼ਾਂਤੀ ਲਈ ਅਰਦਾਸ ਹੋਵੇਗੀ। <box>510 848 599 874</box>
funeral-col1-text: ਸੰਗਰੂਰ, 30 ਮਈ- ਸ਼੍ਰੋਮਣੀ ਅਕਾਲੀ ਦਲ ਦੇ ਸੀਨੀਅਰ ਆਗੂ ਅਤੇ ਸਾਬਕਾ ਕੇਂਦਰੀ ਮੰਤਰੀ ਸ. ਸੁਖਦੇਵ ਸਿੰਘ ਢੀਂਡਸਾ ਦਾ ਅੱਜ ਉਨ੍ਹਾਂ ਦੇ ਜੱਦੀ ਪਿੰਡ ਵਿਚ ਸਰਕਾਰੀ ਸਨਮਾਨਾਂ ਨਾਲ ਅੰਤਿਮ ਸਸਕਾਰ ਕੀਤਾ ਗਿਆ। ਉਨ੍ਹਾਂ ਦੀ ਚਿਖਾ ਨੂੰ ਅਗਨੀ ਉਨ੍ਹਾਂ ਦੇ ਪੁੱਤਰ ਨੇ ਦਿਖਾਈ। ਇਸ ਮੌਕੇ ਵੱਡੀ ਗਿਣਤੀ ਵਿਚ ਸਿਆਸੀ, ਧਾਰਮਿਕ ਅਤੇ ਸਮਾਜਿਕ ਸ਼ਖ਼ਸੀਅਤਾਂ ਨੇ ਪਹੁੰਚ ਕੇ ਸ਼ਰਧਾਂਜਲੀ ਭੇਟ ਕੀਤੀ। ਪੁਲਿਸ ਦੀ ਟੁਕੜੀ ਨੇ ਹਥਿਆਰ ਉਲਟੇ ਕਰਕੇ ਸਲਾਮੀ ਦਿੱਤੀ। ਹਜ਼ਾਰਾਂ ਲੋਕਾਂ ਨੇ ਨਮ ਅੱਖਾਂ ਨਾਲ ਆਪਣੇ ਮਹਿਬੂਬ ਆਗੂ ਨੂੰ ਅੰਤਿਮ ਵਿਦਾਇਗੀ ਦਿੱਤੀ। ਉਨ੍ਹਾਂ ਦਾ ਸਿਆਸੀ ਜੀਵਨ ਲੰਬਾ ਅਤੇ ਸ਼ਾਨਦਾਰ ਰਿਹਾ। <box>22 822 106 905</box>
